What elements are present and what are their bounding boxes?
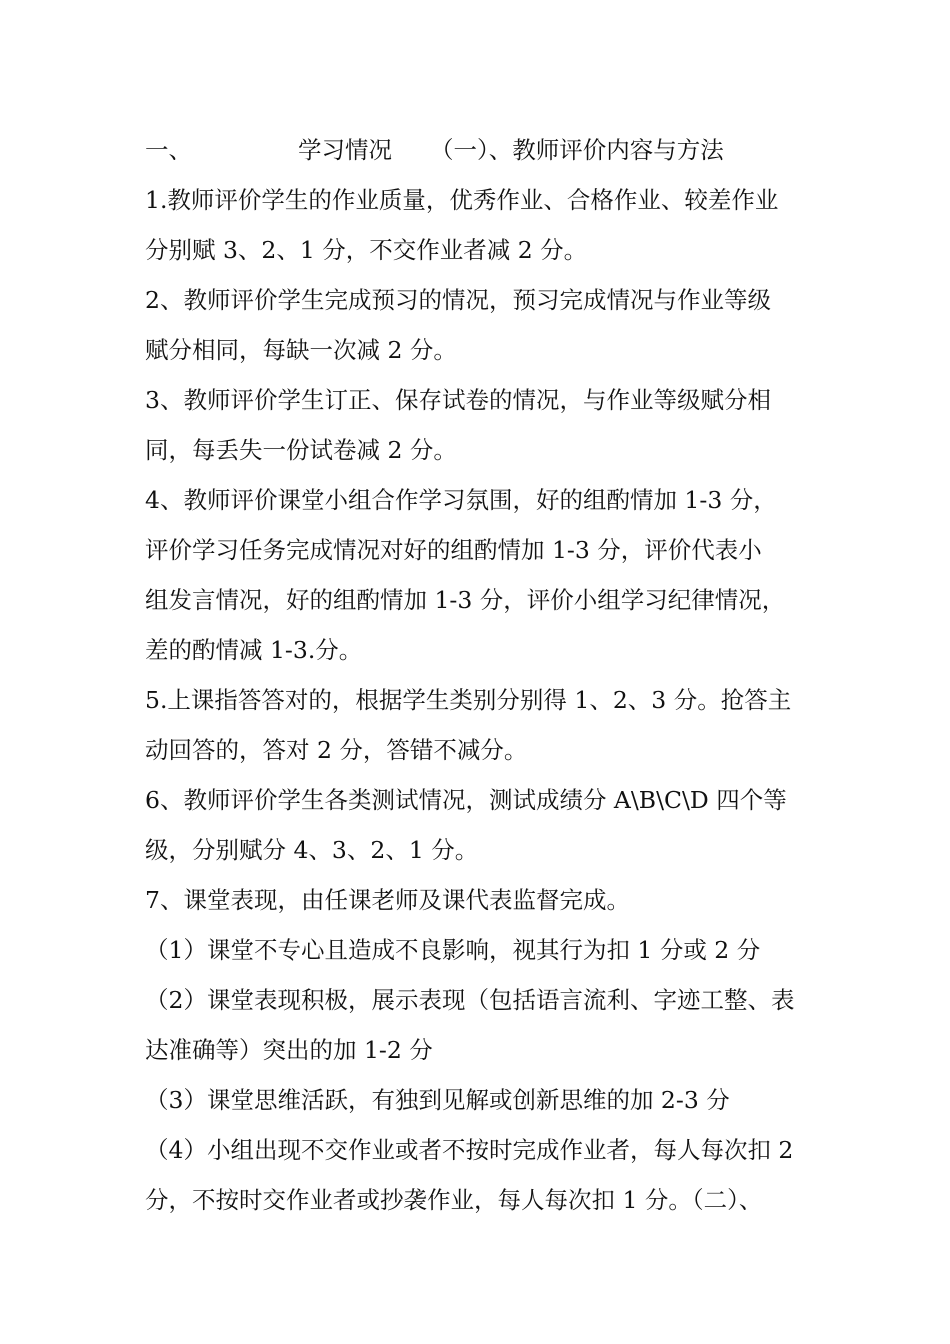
text-line-4: 赋分相同，每缺一次减 2 分。 — [145, 336, 457, 364]
text-line-20: （4）小组出现不交作业或者不按时完成作业者，每人每次扣 2 — [145, 1136, 794, 1164]
section-heading — [145, 134, 815, 166]
text-line-18: 达准确等）突出的加 1-2 分 — [145, 1036, 433, 1064]
heading-subsection: （一）、教师评价内容与方法 — [430, 136, 724, 164]
text-line-9: 组发言情况，好的组酌情加 1-3 分，评价小组学习纪律情况， — [145, 586, 786, 614]
text-line-2: 分别赋 3、2、1 分，不交作业者减 2 分。 — [145, 236, 588, 264]
text-line-8: 评价学习任务完成情况对好的组酌情加 1-3 分，评价代表小 — [145, 536, 762, 564]
text-line-17: （2）课堂表现积极，展示表现（包括语言流利、字迹工整、表 — [145, 986, 795, 1014]
text-line-21: 分，不按时交作业者或抄袭作业，每人每次扣 1 分。（二）、 — [145, 1186, 763, 1214]
text-line-10: 差的酌情减 1-3.分。 — [145, 636, 363, 664]
text-line-1: 1.教师评价学生的作业质量，优秀作业、合格作业、较差作业 — [145, 186, 779, 214]
text-line-16: （1）课堂不专心且造成不良影响，视其行为扣 1 分或 2 分 — [145, 936, 761, 964]
text-line-12: 动回答的，答对 2 分，答错不减分。 — [145, 736, 528, 764]
text-line-6: 同，每丢失一份试卷减 2 分。 — [145, 436, 457, 464]
heading-number: 一、 — [145, 136, 192, 164]
text-line-15: 7、课堂表现，由任课老师及课代表监督完成。 — [145, 886, 630, 914]
text-line-13: 6、教师评价学生各类测试情况，测试成绩分 A\B\C\D 四个等 — [145, 786, 787, 814]
text-line-5: 3、教师评价学生订正、保存试卷的情况，与作业等级赋分相 — [145, 386, 771, 414]
text-line-14: 级，分别赋分 4、3、2、1 分。 — [145, 836, 479, 864]
text-line-3: 2、教师评价学生完成预习的情况，预习完成情况与作业等级 — [145, 286, 771, 314]
text-line-11: 5.上课指答答对的，根据学生类别分别得 1、2、3 分。抢答主 — [145, 686, 792, 714]
text-line-7: 4、教师评价课堂小组合作学习氛围，好的组酌情加 1-3 分， — [145, 486, 777, 514]
text-line-19: （3）课堂思维活跃，有独到见解或创新思维的加 2-3 分 — [145, 1086, 730, 1114]
heading-title: 学习情况 — [298, 136, 392, 164]
